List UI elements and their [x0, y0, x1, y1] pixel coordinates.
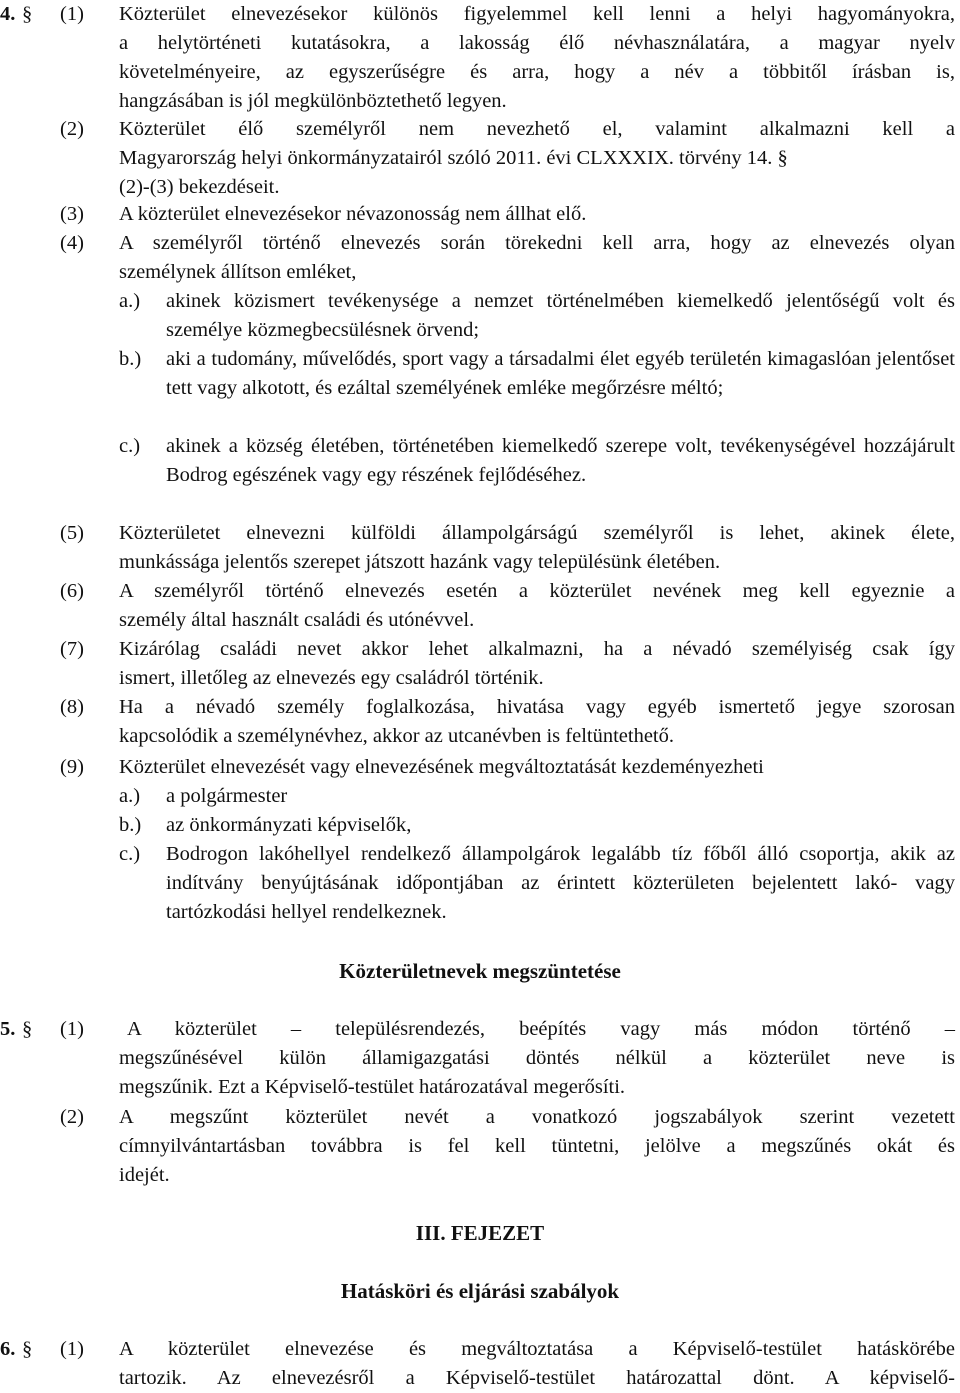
paragraph-text — [119, 0, 955, 116]
paragraph-text — [119, 1335, 955, 1393]
section-number: 4. — [0, 3, 16, 25]
chapter-title: Hatásköri és eljárási szabályok — [340, 1279, 620, 1303]
text-line: ismert, illetőleg az elnevezés egy családról történik. — [119, 667, 544, 689]
paragraph-number: (1) — [60, 1018, 84, 1040]
list-text — [166, 287, 955, 345]
text-line: hangzásában is jól megkülönböztethető legyen. — [119, 90, 507, 112]
paragraph-number: (5) — [60, 522, 84, 544]
paragraph-text — [119, 115, 955, 202]
text-line: (2)-(3) bekezdéseit. — [119, 176, 280, 198]
section-symbol: § — [777, 147, 788, 169]
list-text: az önkormányzati képviselők, — [166, 814, 412, 836]
list-label: c.) — [119, 843, 141, 865]
paragraph-text — [119, 1103, 955, 1190]
text-line: személy által használt családi és utónévvel. — [119, 609, 475, 631]
text-line: A közterület – településrendezés, beépítés vagy más módon történő – — [127, 1018, 955, 1040]
text-line: idejét. — [119, 1164, 170, 1186]
text-line: Bodrogon lakóhellyel rendelkező állampolgárok legalább tíz főből álló — [166, 843, 789, 865]
list-label: a.) — [119, 785, 141, 807]
text-line: kapcsolódik a személynévhez, akkor az utcanévben is feltüntethető. — [119, 725, 674, 747]
list-label: c.) — [119, 435, 141, 457]
text-line: fejlődéséhez. — [478, 464, 587, 486]
text-line: akinek a község életében, történetében kiemelkedő szerepe volt, — [166, 435, 713, 457]
paragraph-number: (8) — [60, 696, 84, 718]
paragraph-text — [119, 693, 955, 751]
text-line: A személyről történő elnevezés során törekedni kell arra, hogy az elnevezés olyan — [119, 232, 955, 254]
text-line: jelentőségű volt és személye közmegbecsülésnek örvend; — [166, 290, 955, 341]
text-line: A megszűnt közterület nevét a vonatkozó jogszabályok szerint vezetett — [119, 1106, 955, 1128]
text-line — [119, 144, 955, 173]
paragraph-text — [119, 635, 955, 693]
section-symbol: § — [22, 3, 33, 25]
text-line: csoportja, akik az indítvány benyújtásának időpontjában az érintett — [166, 843, 956, 894]
text-line: tevékenységével hozzájárult Bodrog egészének vagy egy részének — [166, 435, 955, 486]
paragraph-number: (7) — [60, 638, 84, 660]
list-label: a.) — [119, 290, 141, 312]
text-line: Közterület elnevezésekor különös figyelemmel kell lenni a helyi hagyományokra, — [119, 3, 955, 25]
text-line: címnyilvántartásban továbbra is fel kell tüntetni, jelölve a megszűnés okát és — [119, 1135, 955, 1157]
chapter-heading: III. FEJEZET — [415, 1221, 545, 1245]
list-text — [166, 345, 955, 403]
text-line: aki a tudomány, művelődés, sport vagy a társadalmi élet egyéb területén — [166, 348, 762, 370]
paragraph-number: (2) — [60, 118, 84, 140]
text-line-part: Magyarország helyi önkormányzatairól szóló 2011. évi CLXXXIX. törvény 14. — [119, 147, 773, 169]
paragraph-text — [127, 1015, 955, 1044]
text-line: követelményeire, az egyszerűségre és arra, hogy a név a többitől írásban is, — [119, 61, 955, 83]
list-text: a polgármester — [166, 785, 288, 807]
text-line: megszűnésével külön államigazgatási döntés nélkül a közterület neve is — [119, 1047, 955, 1069]
section-symbol: § — [22, 1018, 33, 1040]
paragraph-text — [119, 229, 955, 287]
text-line: Kizárólag családi nevet akkor lehet alkalmazni, ha a névadó személyiség csak így — [119, 638, 955, 660]
paragraph-number: (4) — [60, 232, 84, 254]
section-number: 5. — [0, 1018, 16, 1040]
text-line: Közterület élő személyről nem nevezhető el, valamint alkalmazni kell a — [119, 118, 955, 140]
text-line: Közterületet elnevezni külföldi állampolgárságú személyről is lehet, akinek élete, — [119, 522, 955, 544]
text-line: A személyről történő elnevezés esetén a közterület nevének meg kell egyeznie a — [119, 580, 955, 602]
text-line: Ha a névadó személy foglalkozása, hivatása vagy egyéb ismertető jegye szorosan — [119, 696, 955, 718]
text-line: megőrzésre méltó; — [571, 377, 724, 399]
paragraph-number: (9) — [60, 756, 84, 778]
paragraph-text — [119, 519, 955, 577]
text-line: a helytörténeti kutatásokra, a lakosság élő névhasználatára, a magyar nyelv — [119, 32, 955, 54]
text-line: akinek közismert tevékenysége a nemzet történelmében kiemelkedő — [166, 290, 773, 312]
text-line: tartozik. Az elnevezésről a Képviselő-testület határozattal dönt. A képviselő- — [119, 1367, 955, 1389]
text-line: kimagaslóan jelentőset tett vagy alkotott, és ezáltal személyének emléke — [166, 348, 956, 399]
paragraph-text: Közterület elnevezését vagy elnevezésének megváltoztatását kezdeményezheti — [119, 756, 764, 778]
list-text — [166, 840, 955, 927]
text-line: közterületen bejelentett lakó- vagy tartózkodási hellyel rendelkeznek. — [166, 872, 955, 923]
paragraph-number: (6) — [60, 580, 84, 602]
text-line: A közterület elnevezése és megváltoztatása a Képviselő-testület hatáskörébe — [119, 1338, 955, 1360]
text-line: munkássága jelentős szerepet játszott hazánk vagy településünk életében. — [119, 551, 721, 573]
paragraph-number: (3) — [60, 203, 84, 225]
paragraph-number: (1) — [60, 3, 84, 25]
paragraph-text-continued — [119, 1044, 955, 1102]
text-line: megszűnik. Ezt a Képviselő-testület határozatával megerősíti. — [119, 1076, 626, 1098]
paragraph-text: A közterület elnevezésekor névazonosság nem állhat elő. — [119, 203, 587, 225]
list-label: b.) — [119, 348, 142, 370]
paragraph-text — [119, 577, 955, 635]
text-line: személynek állítson emléket, — [119, 261, 357, 283]
list-label: b.) — [119, 814, 142, 836]
section-number: 6. — [0, 1338, 16, 1360]
paragraph-number: (1) — [60, 1338, 84, 1360]
list-text — [166, 432, 955, 490]
section-heading: Közterületnevek megszüntetése — [339, 959, 621, 983]
section-symbol: § — [22, 1338, 33, 1360]
paragraph-number: (2) — [60, 1106, 84, 1128]
